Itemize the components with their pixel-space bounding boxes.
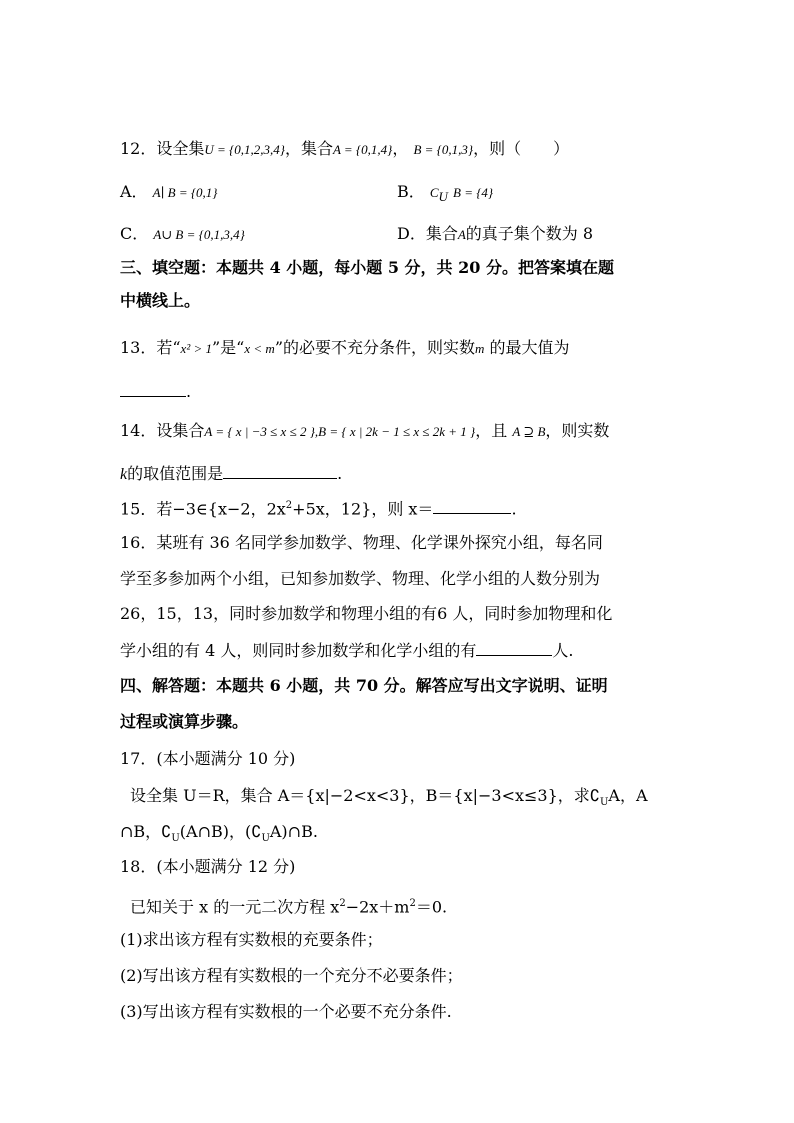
q15-stem: 15．若−3∈{x−2，$2x^2+5x$，12}，则 x＝ . xyxy=(120,499,517,519)
set-B: B = {0,1,3} xyxy=(413,142,474,157)
q16-line-1: 16．某班有 36 名同学参加数学、物理、化学课外探究小组，每名同 xyxy=(120,533,603,552)
q12-option-b: B． $C_U$ B = {4} xyxy=(397,182,494,205)
q16-line-4: 学小组的有 4 人，则同时参加数学和化学小组的有 人. xyxy=(120,641,574,660)
q18-header: 18．(本小题满分 12 分) xyxy=(120,857,296,876)
q18-item-3: (3)写出该方程有实数根的一个必要不充分条件. xyxy=(120,1002,452,1021)
set-U: U = {0,1,2,3,4} xyxy=(204,142,285,157)
q12-option-d: D．集合A的真子集个数为 8 xyxy=(397,224,594,243)
q12-option-c: C． A∪ B = {0,1,3,4} xyxy=(120,224,245,243)
q14-stem: 14．设集合A = { x | −3 ≤ x ≤ 2 },B = { x | 2k − 1 ≤ x ≤ 2k + 1 }，且 A ⊇ B，则实数 xyxy=(120,421,610,440)
answer-blank[interactable] xyxy=(476,639,552,656)
answer-blank[interactable] xyxy=(120,380,186,397)
q13-stem: 13．若“x² > 1”是“x < m”的必要不充分条件，则实数m 的最大值为 xyxy=(120,338,570,357)
answer-blank[interactable] xyxy=(223,462,337,479)
q14-answer-line: k的取值范围是 . xyxy=(120,464,343,483)
q16-line-3: 26，15，13，同时参加数学和物理小组的有6 人，同时参加物理和化 xyxy=(120,604,613,623)
section-4-heading-cont: 过程或演算步骤。 xyxy=(120,712,249,731)
q12-option-a: A． A∣ B = {0,1} xyxy=(120,182,218,201)
q13-answer-line: . xyxy=(120,380,191,403)
q17-body-2: ∩B，$∁_U(A\cap B)$，$(∁_UA)\cap B$. xyxy=(120,822,318,845)
q18-body: 已知关于 x 的一元二次方程 $x^2-2x+m^2=0$. xyxy=(130,897,448,917)
section-4-heading: 四、解答题：本题共 6 小题，共 70 分。解答应写出文字说明、证明 xyxy=(120,676,608,695)
q16-line-2: 学至多参加两个小组，已知参加数学、物理、化学小组的人数分别为 xyxy=(120,569,601,588)
q18-item-2: (2)写出该方程有实数根的一个充分不必要条件； xyxy=(120,966,463,985)
q12-stem: 12．设全集U = {0,1,2,3,4}，集合A = {0,1,4}， B = {0,1,3}，则（ ） xyxy=(120,139,570,158)
q17-header: 17．(本小题满分 10 分) xyxy=(120,749,296,768)
section-3-heading: 三、填空题：本题共 4 小题，每小题 5 分，共 20 分。把答案填在题 xyxy=(120,258,614,277)
section-3-heading-cont: 中横线上。 xyxy=(120,291,201,310)
answer-blank[interactable] xyxy=(433,497,511,514)
set-A: A = {0,1,4} xyxy=(332,142,393,157)
q18-item-1: (1)求出该方程有实数根的充要条件； xyxy=(120,930,383,949)
q17-body-1: 设全集 U＝R，集合 A＝{x|−2<x<3}，B＝{x|−3<x≤3}，求$∁_UA$，A xyxy=(130,786,648,809)
